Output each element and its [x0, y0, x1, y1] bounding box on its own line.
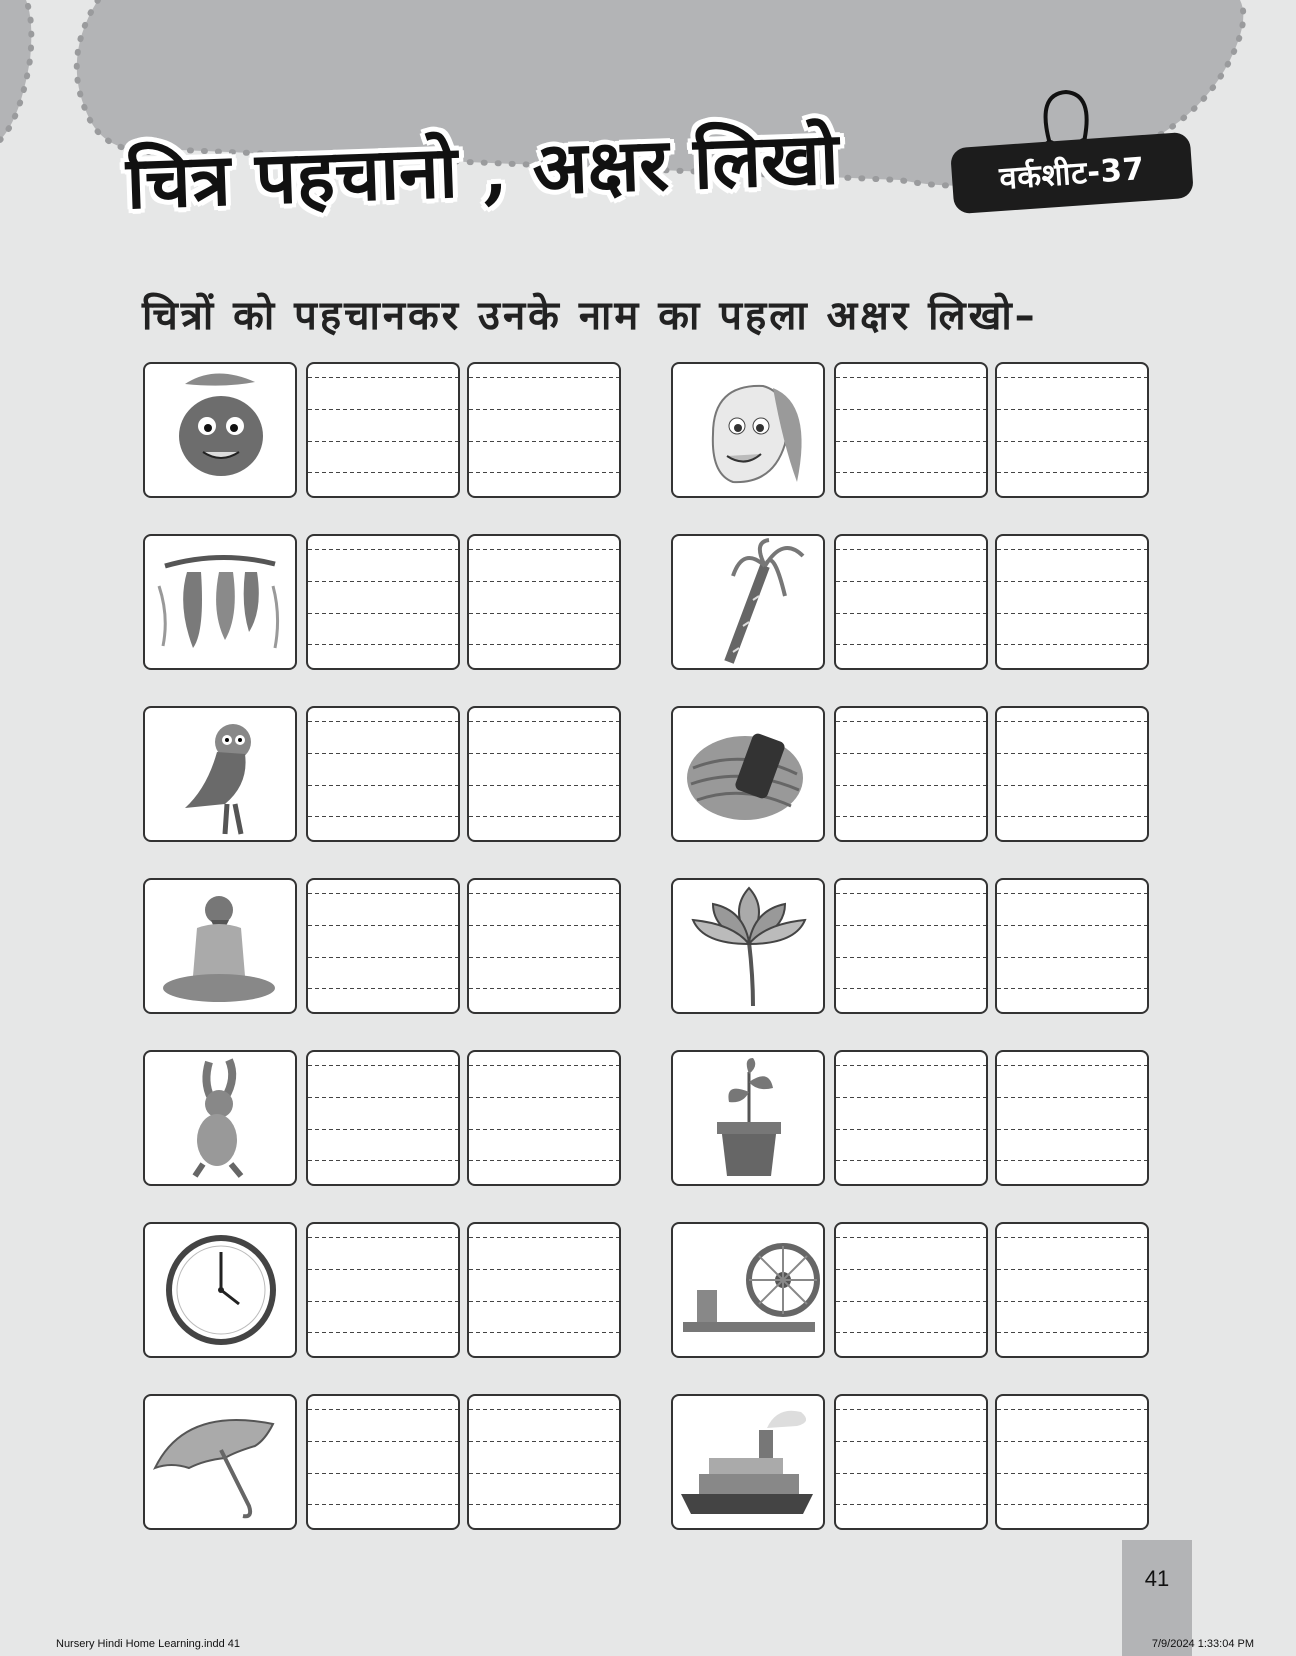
writing-box[interactable]: [467, 534, 621, 670]
umbrella-picture: [143, 1394, 297, 1530]
lotus-picture: [671, 878, 825, 1014]
writing-box[interactable]: [834, 706, 988, 842]
pomegranate-icon: [145, 364, 295, 496]
page-number: 41: [1144, 1566, 1170, 1591]
writing-box[interactable]: [306, 878, 460, 1014]
footer-datetime: 7/9/2024 1:33:04 PM: [1151, 1638, 1254, 1650]
writing-box[interactable]: [467, 1394, 621, 1530]
writing-box[interactable]: [467, 706, 621, 842]
umbrella-icon: [145, 1396, 295, 1528]
owl-icon: [145, 708, 295, 840]
owl-picture: [143, 706, 297, 842]
sage-icon: [145, 880, 295, 1012]
sage-picture: [143, 878, 297, 1014]
writing-box[interactable]: [306, 1394, 460, 1530]
worksheet-tag: वर्कशीट-37: [950, 132, 1194, 215]
writing-box[interactable]: [834, 1394, 988, 1530]
instruction-text: चित्रों को पहचानकर उनके नाम का पहला अक्षर लिखो–: [142, 293, 1038, 339]
writing-box[interactable]: [834, 362, 988, 498]
wool-ball-icon: [673, 708, 823, 840]
writing-box[interactable]: [467, 362, 621, 498]
footer-file-name: Nursery Hindi Home Learning.indd 41: [56, 1638, 241, 1650]
writing-box[interactable]: [995, 1050, 1149, 1186]
rabbit-picture: [143, 1050, 297, 1186]
tamarind-icon: [145, 536, 295, 668]
writing-box[interactable]: [995, 706, 1149, 842]
writing-box[interactable]: [467, 1222, 621, 1358]
writing-box[interactable]: [995, 1394, 1149, 1530]
potted-plant-picture: [671, 1050, 825, 1186]
wool-ball-picture: [671, 706, 825, 842]
writing-box[interactable]: [306, 706, 460, 842]
mango-icon: [673, 364, 823, 496]
writing-box[interactable]: [995, 534, 1149, 670]
sugarcane-icon: [673, 536, 823, 668]
writing-box[interactable]: [306, 534, 460, 670]
potted-plant-icon: [673, 1052, 823, 1184]
writing-box[interactable]: [834, 878, 988, 1014]
writing-box[interactable]: [834, 534, 988, 670]
pomegranate-picture: [143, 362, 297, 498]
writing-box[interactable]: [834, 1050, 988, 1186]
writing-box[interactable]: [306, 1222, 460, 1358]
clock-icon: [145, 1224, 295, 1356]
writing-box[interactable]: [467, 1050, 621, 1186]
writing-box[interactable]: [306, 362, 460, 498]
writing-box[interactable]: [834, 1222, 988, 1358]
spinning-wheel-picture: [671, 1222, 825, 1358]
ship-picture: [671, 1394, 825, 1530]
lotus-icon: [673, 880, 823, 1012]
page-title: चित्र पहचानो , अक्षर लिखो: [124, 115, 841, 226]
rabbit-icon: [145, 1052, 295, 1184]
tamarind-picture: [143, 534, 297, 670]
writing-box[interactable]: [995, 1222, 1149, 1358]
clock-picture: [143, 1222, 297, 1358]
writing-box[interactable]: [467, 878, 621, 1014]
mango-picture: [671, 362, 825, 498]
sugarcane-picture: [671, 534, 825, 670]
spinning-wheel-icon: [673, 1224, 823, 1356]
writing-box[interactable]: [306, 1050, 460, 1186]
writing-box[interactable]: [995, 362, 1149, 498]
writing-box[interactable]: [995, 878, 1149, 1014]
ship-icon: [673, 1396, 823, 1528]
